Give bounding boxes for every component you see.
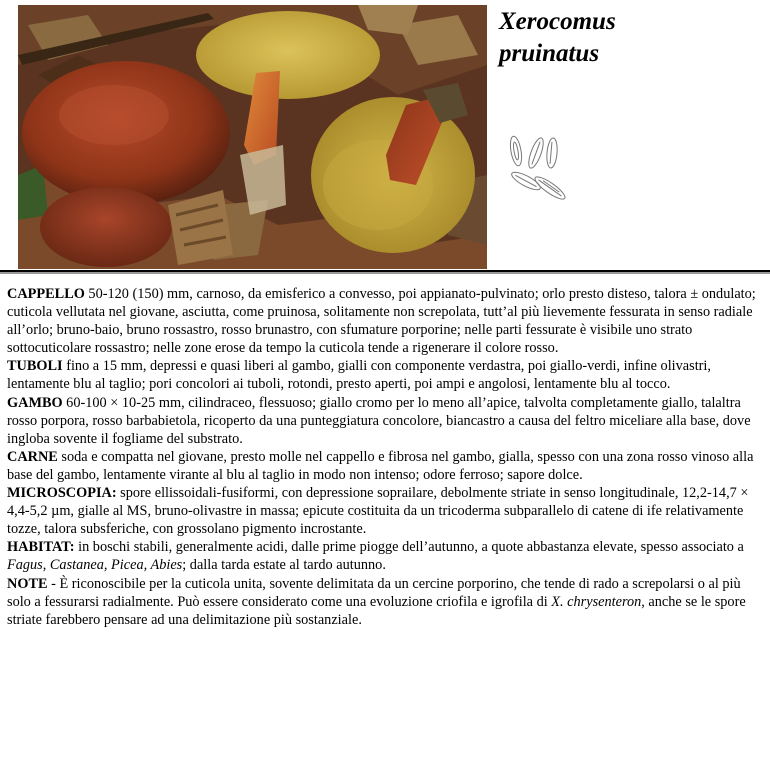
species-title — [499, 6, 616, 70]
genus-name: Xerocomus — [499, 8, 616, 35]
section-text: - È riconoscibile per la cuticola unita, sovente delimitata da un cercine porporino, che tende di rado a screpolarsi o al più solo a fessurarsi radialmente. Può essere considerato come una evoluzione criofila e igrofila di — [7, 575, 741, 610]
spores-illustration — [506, 133, 576, 207]
taxa-names: X. chrysenteron — [551, 593, 642, 610]
section-cappello — [7, 285, 763, 357]
section-gambo — [7, 394, 763, 448]
section-text: 50-120 (150) mm, carnoso, da emisferico a convesso, poi appianato-pulvinato; orlo presto disteso, talora ± ondulato; cuticola vellutata nel giovane, asciutta, come pruinosa, solitamente non screpolata, tutt’al più lievemente fessurata in senso radiale all’orlo; bruno-baio, bruno rossastro, rosso brunastro, con sfumature porporine; nelle parti fessurate è visibile uno strato sottocuticolare rossastro; nelle zone erose da tempo la cuticola tende a rigenerare il colore rosso. — [7, 286, 756, 357]
section-microscopia — [7, 484, 763, 538]
section-text: soda e compatta nel giovane, presto molle nel cappello e fibrosa nel gambo, gialla, spesso con una zona rosso vinoso alla base del gambo, lentamente virante al blu al taglio in modo non intenso; odore ferroso; sapore dolce. — [7, 448, 754, 483]
section-label: GAMBO — [7, 394, 63, 411]
section-text: in boschi stabili, generalmente acidi, dalle prime piogge dell’autunno, a quote abbastanza elevate, spesso associato a — [74, 539, 744, 556]
section-label: MICROSCOPIA: — [7, 485, 117, 502]
section-label: NOTE — [7, 575, 48, 592]
description — [7, 285, 763, 629]
section-tuboli — [7, 357, 763, 393]
section-label: CARNE — [7, 448, 58, 465]
section-text: fino a 15 mm, depressi e quasi liberi al gambo, gialli con componente verdastra, poi giallo-verdi, infine olivastri, lentamente blu al taglio; pori concolori ai tuboli, rotondi, presto aperti, poi ampi e angolosi, lentamente blu al tocco. — [7, 358, 711, 393]
species-name: pruinatus — [499, 40, 600, 67]
section-text: 60-100 × 10-25 mm, cilindraceo, flessuoso; giallo cromo per lo meno all’apice, talvolta completamente giallo, talaltra rosso porpora, rosso barbabietola, ricoperto da una punteggiatura concolore, biancastro a causa del feltro miceliare alla base, dove ingloba sovente il fogliame del substrato. — [7, 394, 751, 447]
section-label: TUBOLI — [7, 358, 63, 375]
section-text: ; dalla tarda estate al tardo autunno. — [182, 557, 386, 574]
section-text: spore ellissoidali-fusiformi, con depressione soprailare, debolmente striate in senso longitudinale, 12,2-14,7 × 4,4-5,2 µm, gialle al MS, bruno-olivastre in massa; epicute costituita da un tricoderma subparallelo di catene di ife relativamente tozze, talora subsferiche, con grossolano pigmento incrostante. — [7, 485, 749, 538]
section-habitat — [7, 538, 763, 574]
section-text: , anche se le spore striate farebbero pensare ad una delimitazione più sostanziale. — [7, 593, 746, 628]
section-carne — [7, 448, 763, 484]
section-label: CAPPELLO — [7, 286, 85, 302]
mushroom-photo — [18, 5, 487, 269]
section-label: HABITAT: — [7, 539, 75, 556]
section-note — [7, 575, 763, 629]
taxa-names: Fagus, Castanea, Picea, Abies — [7, 557, 183, 574]
section-divider — [0, 270, 770, 272]
